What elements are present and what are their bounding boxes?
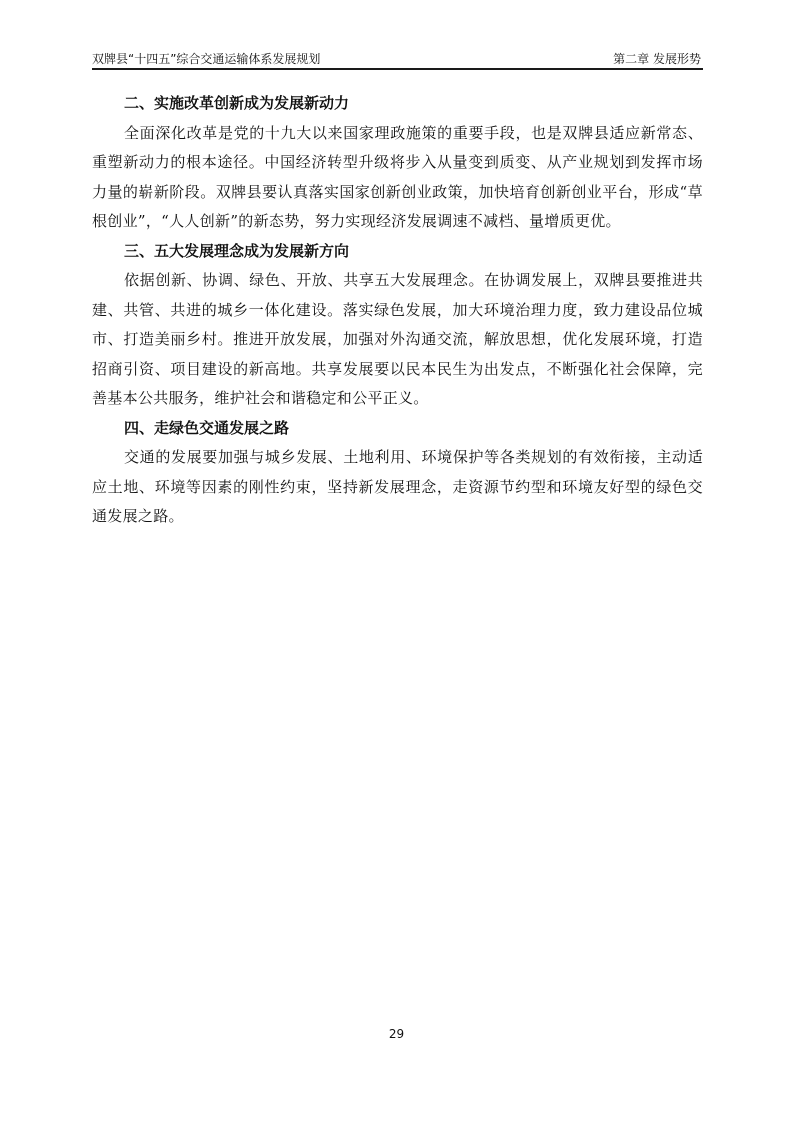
section-heading-concepts: 三、五大发展理念成为发展新方向	[124, 241, 350, 260]
section-heading-green-transport: 四、走绿色交通发展之路	[124, 418, 290, 437]
section-paragraph-reform: 全面深化改革是党的十九大以来国家理政施策的重要手段，也是双牌县适应新常态、重塑新动力的根本途径。中国经济转型升级将步入从量变到质变、从产业规划到发挥市场力量的崭新阶段。双牌县要认真落实国家创新创业政策，加快培育创新创业平台，形成“草根创业”，“人人创新”的新态势，努力实现经济发展调速不减档、量增质更优。	[92, 123, 703, 230]
page-number: 29	[388, 1027, 405, 1041]
page-content	[92, 89, 703, 532]
chapter-title: 第二章 发展形势	[613, 52, 701, 66]
page-header	[92, 46, 703, 70]
section-paragraph-green-transport: 交通的发展要加强与城乡发展、土地利用、环境保护等各类规划的有效衔接，主动适应土地、环境等因素的刚性约束，坚持新发展理念，走资源节约型和环境友好型的绿色交通发展之路。	[92, 448, 703, 525]
section-paragraph-concepts: 依据创新、协调、绿色、开放、共享五大发展理念。在协调发展上，双牌县要推进共建、共管、共进的城乡一体化建设。落实绿色发展，加大环境治理力度，致力建设品位城市、打造美丽乡村。推进开放发展，加强对外沟通交流，解放思想，优化发展环境，打造招商引资、项目建设的新高地。共享发展要以民本民生为出发点，不断强化社会保障，完善基本公共服务，维护社会和谐稳定和公平正义。	[92, 271, 703, 407]
section-heading-reform: 二、实施改革创新成为发展新动力	[124, 94, 350, 112]
document-title: 双牌县“十四五”综合交通运输体系发展规划	[92, 52, 321, 66]
